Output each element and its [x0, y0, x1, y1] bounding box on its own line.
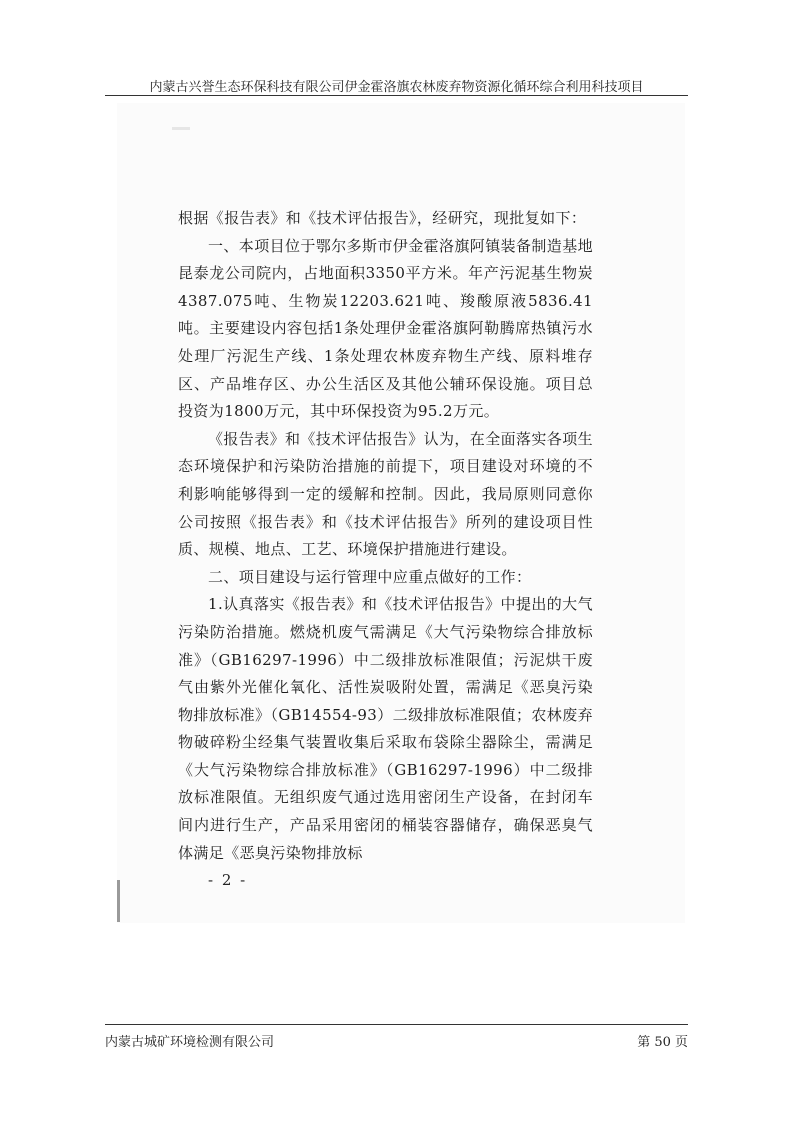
running-header: 内蒙古兴誉生态环保科技有限公司伊金霍洛旗农林废弃物资源化循环综合利用科技项目 — [149, 80, 644, 95]
header-divider — [105, 95, 688, 96]
document-body — [178, 205, 593, 867]
paragraph-intro: 根据《报告表》和《技术评估报告》，经研究，现批复如下： — [178, 209, 587, 227]
paragraph-item-1: 1.认真落实《报告表》和《技术评估报告》中提出的大气污染防治措施。燃烧机废气需满足《大气污染物综合排放标准》（GB16297-1996）中二级排放标准限值；污泥烘干废气由紫外光催化氧化、活性炭吸附处置，需满足《恶臭污染物排放标准》（GB14554-93）二级排放标准限值；农林废弃物破碎粉尘经集气装置收集后采取布袋除尘器除尘，需满足《大气污染物综合排放标准》（GB16297-1996）中二级排放标准限值。无组织废气通过选用密闭生产设备，在封闭车间内进行生产，产品采用密闭的桶装容器储存，确保恶臭气体满足《恶臭污染物排放标 — [178, 595, 593, 862]
inner-page-number: - 2 - — [208, 871, 248, 889]
footer-page-number: 第 50 页 — [637, 1035, 688, 1050]
scan-edge-mark — [117, 880, 120, 922]
paragraph-section-1: 一、本项目位于鄂尔多斯市伊金霍洛旗阿镇装备制造基地昆泰龙公司院内，占地面积3350平方米。年产污泥基生物炭4387.075吨、生物炭12203.621吨、羧酸原液5836.41吨。主要建设内容包括1条处理伊金霍洛旗阿勒腾席热镇污水处理厂污泥生产线、1条处理农林废弃物生产线、原料堆存区、产品堆存区、办公生活区及其他公辅环保设施。项目总投资为1800万元，其中环保投资为95.2万元。 — [178, 236, 594, 421]
scan-speck — [172, 127, 190, 130]
footer-company: 内蒙古城矿环境检测有限公司 — [105, 1035, 275, 1050]
footer-divider — [105, 1024, 688, 1025]
paragraph-section-2-heading: 二、项目建设与运行管理中应重点做好的工作： — [208, 567, 532, 586]
paragraph-assessment: 《报告表》和《技术评估报告》认为，在全面落实各项生态环境保护和污染防治措施的前提下，项目建设对环境的不利影响能够得到一定的缓解和控制。因此，我局原则同意你公司按照《报告表》和《技术评估报告》所列的建设项目性质、规模、地点、工艺、环境保护措施进行建设。 — [178, 429, 594, 559]
